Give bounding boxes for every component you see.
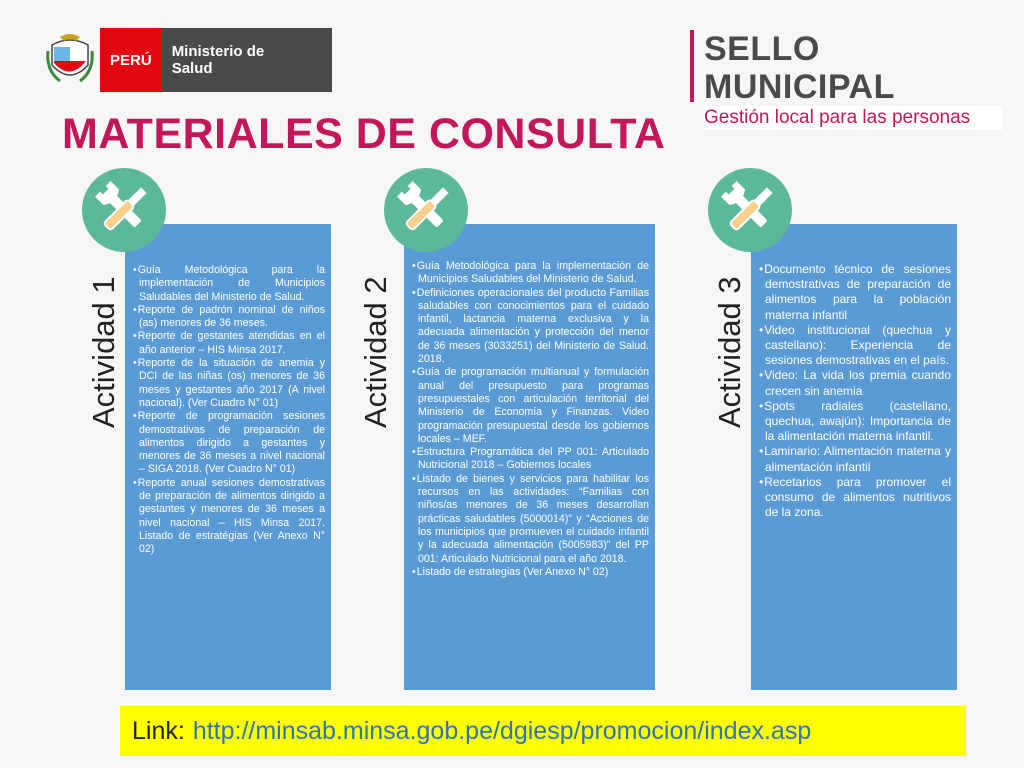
list-item: • Listado de bienes y servicios para habilitar los recursos en las actividades: “Familias con niños/as menores de 36 meses desarrollan prácticas saludables (5000014)” y “Acciones de los municipios que promueven el cuidado infantil y la adecuada alimentación (5005983)” del PP 001: Articulado Nutricional para el año 2018.: [412, 473, 649, 566]
list-item: • Definiciones operacionales del producto Familias saludables con conocimientos para el cuidado infantil, lactancia materna exclusiva y la adecuada alimentación y protección del menor de 36 meses (3033251) del Ministerio de Salud. 2018.: [412, 287, 649, 367]
peru-label: PERÚ: [100, 28, 162, 92]
ministry-label: Ministerio de Salud: [162, 28, 332, 92]
activity-3-box: [751, 224, 957, 690]
list-item: • Listado de estrategias (Ver Anexo N° 02): [412, 566, 649, 579]
list-item: • Guía Metodológica para la implementación de Municipios Saludables del Ministerio de Salud.: [412, 260, 649, 287]
list-item: • Reporte de la situación de anemia y DCI de las niñas (os) menores de 36 meses y gestantes año 2017 (A nivel nacional). (Ver Cuadro N° 01): [133, 357, 325, 410]
list-item: • Documento técnico de sesiones demostrativas de preparación de alimentos para la población materna infantil: [759, 262, 951, 323]
sello-subtitle: Gestión local para las personas: [704, 106, 1002, 130]
list-item: • Laminario: Alimentación materna y alimentación infantil: [759, 444, 951, 474]
list-item: • Video institucional (quechua y castellano): Experiencia de sesiones demostrativas en el país.: [759, 323, 951, 369]
activity-1-label: Actividad 1: [86, 276, 121, 428]
activity-2-list: [412, 260, 649, 579]
link-bar: [120, 706, 966, 756]
list-item: • Spots radiales (castellano, quechua, awajún): Importancia de la alimentación materna infantil.: [759, 399, 951, 445]
activity-1-box: [125, 224, 331, 690]
activity-2-label: Actividad 2: [358, 276, 393, 428]
page-title: MATERIALES DE CONSULTA: [62, 110, 666, 158]
activity-3-list: [759, 262, 951, 520]
link-label: Link:: [132, 716, 185, 745]
sello-municipal-logo: [690, 30, 1002, 128]
list-item: • Guía Metodológica para la implementación de Municipios Saludables del Ministerio de Salud.: [133, 264, 325, 304]
list-item: • Recetarios para promover el consumo de alimentos nutritivos de la zona.: [759, 475, 951, 521]
list-item: • Reporte anual sesiones demostrativas de preparación de alimentos dirigido a gestantes y menores de 36 meses a nivel nacional – HIS Minsa 2017. Listado de estratégias (Ver Anexo N° 02): [133, 477, 325, 557]
activity-2-box: [404, 224, 655, 690]
activity-3-label: Actividad 3: [712, 276, 747, 428]
sello-title: SELLO MUNICIPAL: [704, 30, 895, 106]
minsa-logo: [46, 28, 332, 92]
tools-icon: [384, 168, 468, 252]
list-item: • Estructura Programática del PP 001: Articulado Nutricional 2018 – Gobiernos locales: [412, 446, 649, 473]
list-item: • Reporte de gestantes atendidas en el año anterior – HIS Minsa 2017.: [133, 330, 325, 357]
link-url[interactable]: http://minsab.minsa.gob.pe/dgiesp/promocion/index.asp: [192, 716, 812, 745]
activity-1-list: [133, 264, 325, 557]
list-item: • Video: La vida los premia cuando crecen sin anemia: [759, 368, 951, 398]
list-item: • Guía de programación multianual y formulación anual del presupuesto para programas presupuestales con articulación territorial del Ministerio de Economía y Finanzas. Video programación presupuestal desde los gobiernos locales – MEF.: [412, 366, 649, 446]
list-item: • Reporte de programación sesiones demostrativas de preparación de alimentos dirigido a gestantes y menores de 36 meses a nivel nacional – SIGA 2018. (Ver Cuadro N° 01): [133, 410, 325, 476]
list-item: • Reporte de padrón nominal de niños (as) menores de 36 meses.: [133, 304, 325, 331]
peru-coat-of-arms-icon: [46, 31, 94, 89]
